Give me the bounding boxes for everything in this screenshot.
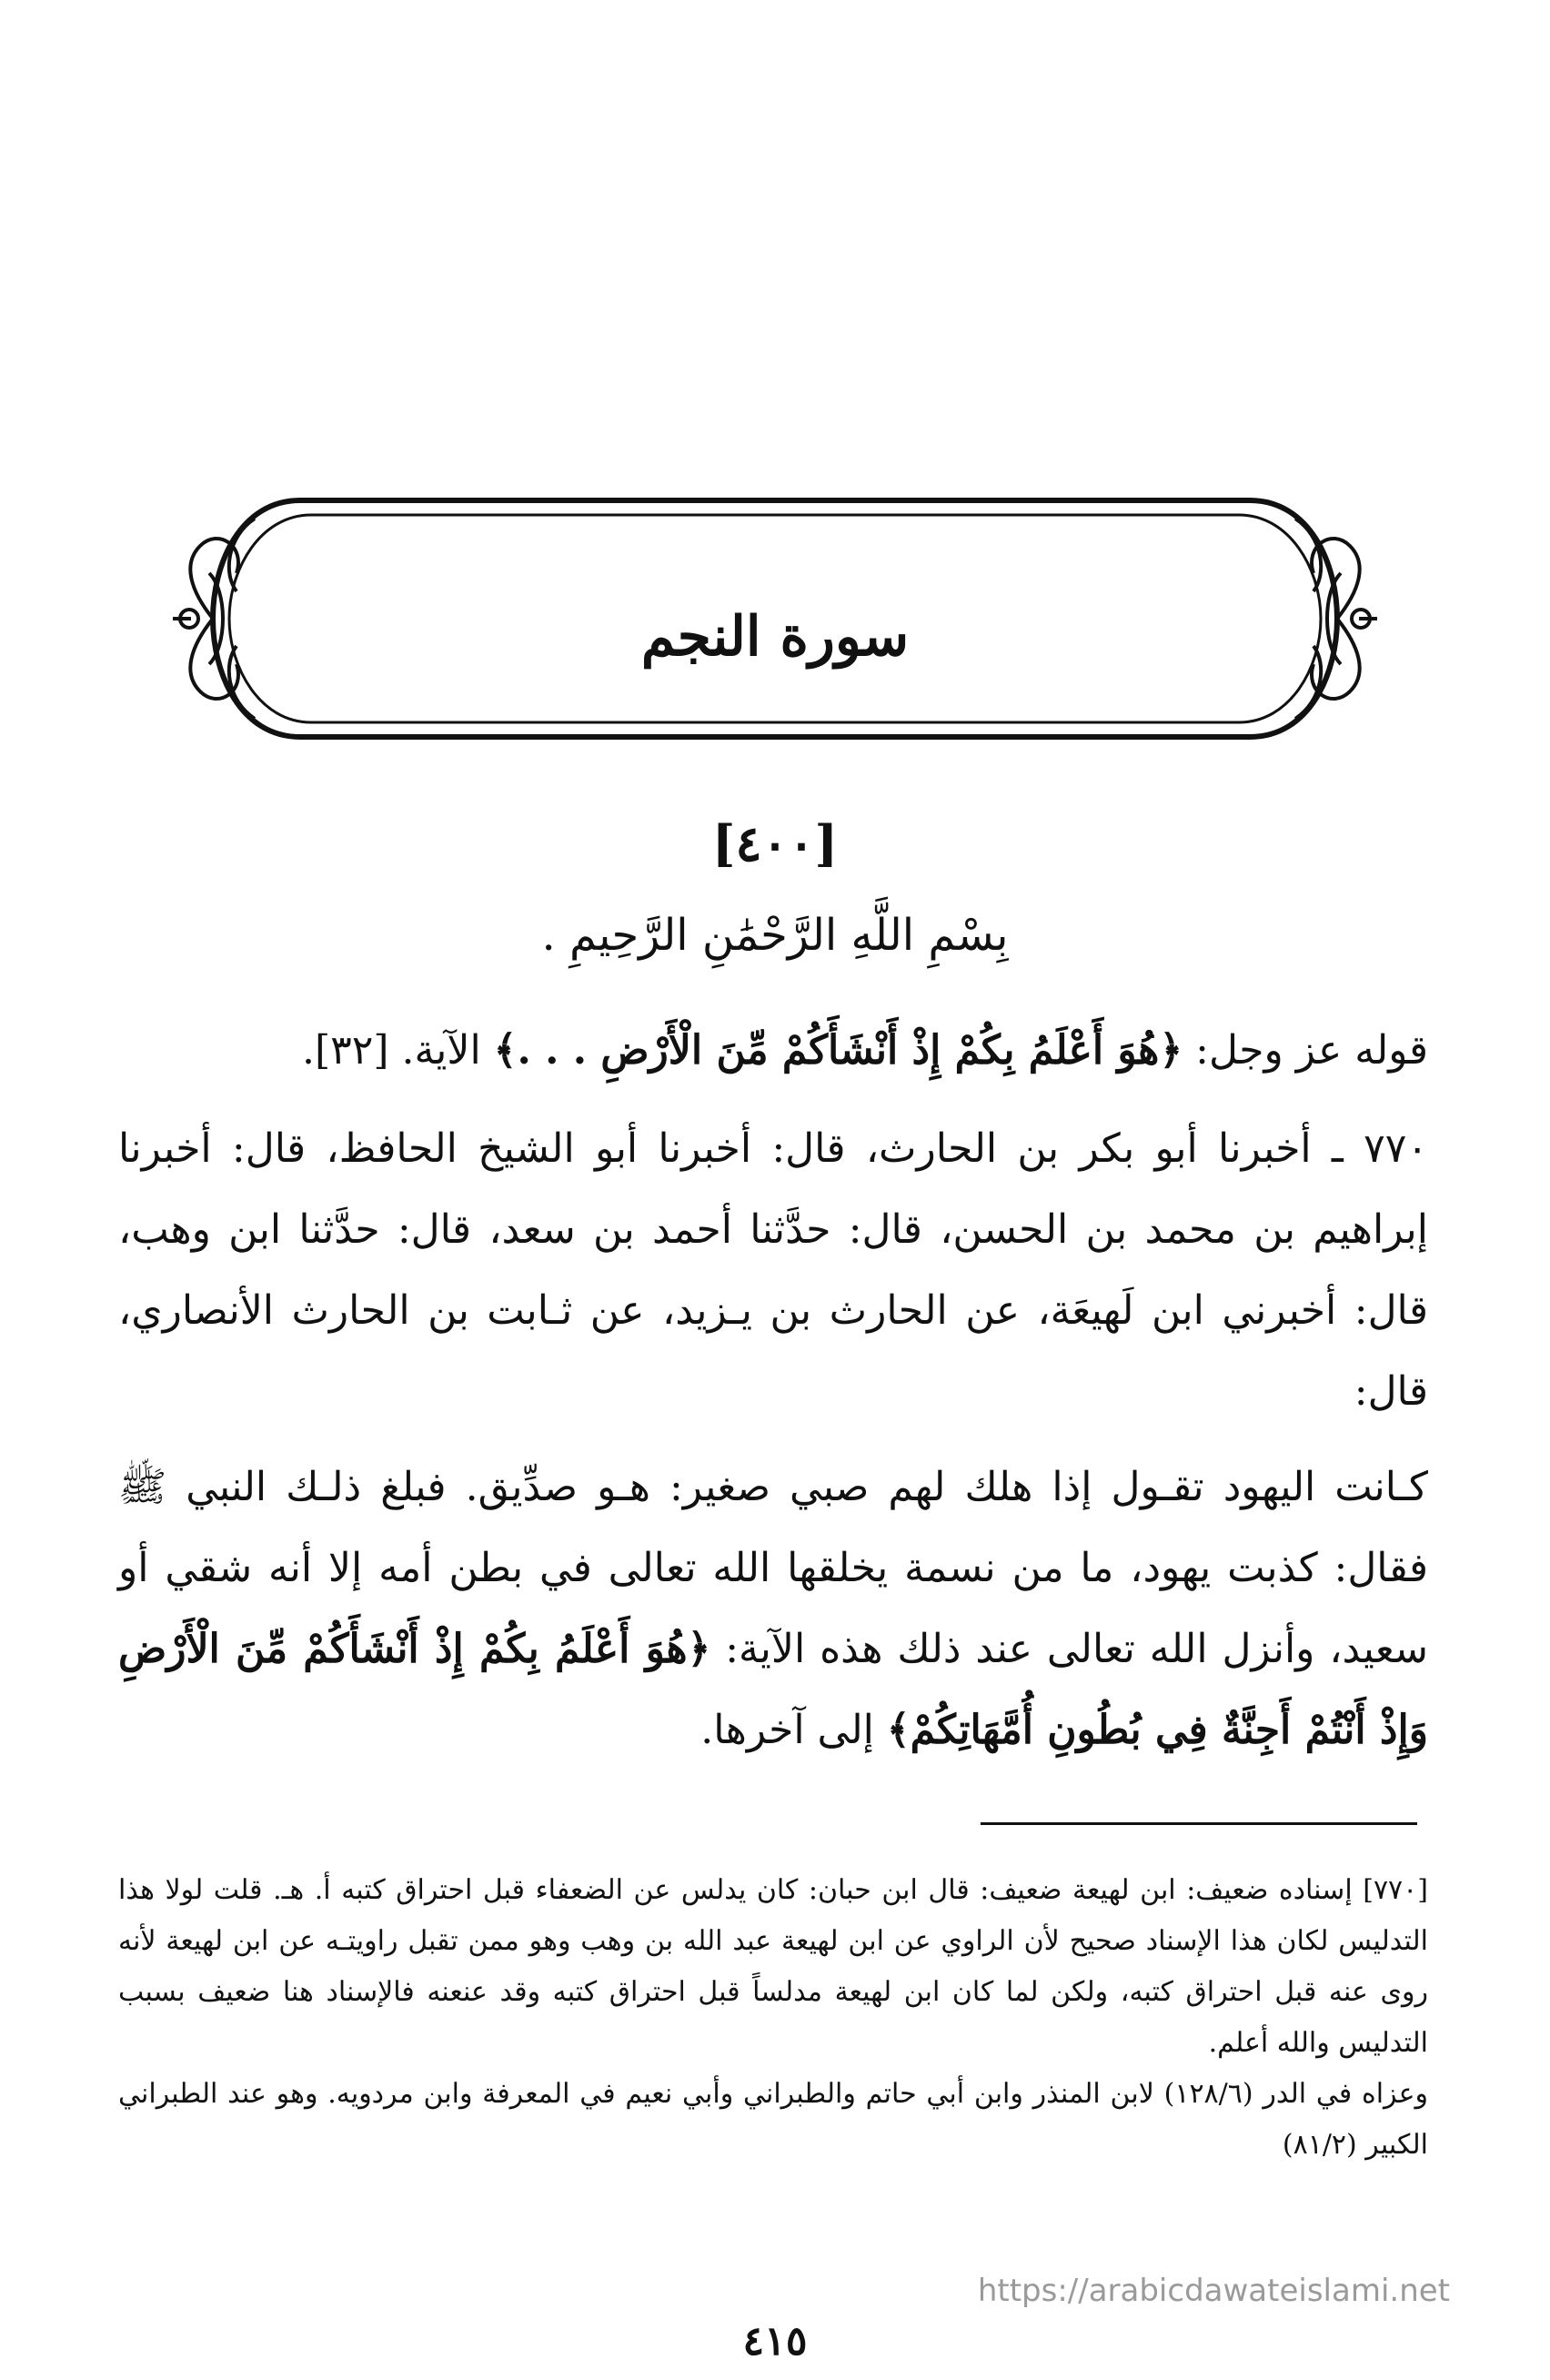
verse-intro: قوله عز وجل:: [1183, 1027, 1428, 1074]
surah-title-cartouche: [173, 482, 1377, 755]
matn-quran-quote: ﴿هُوَ أَعْلَمُ بِكُمْ إِذْ أَنْشَأَكُمْ مِّنَ الْأَرْضِ وَإِذْ أَنْتُمْ أَجِنَّةٌ فِي بُطُونِ أُمَّهَاتِكُمْ﴾: [118, 1626, 1428, 1753]
verse-quote: ﴿هُوَ أَعْلَمُ بِكُمْ إِذْ أَنْشَأَكُمْ مِّنَ الْأَرْضِ . . .﴾: [493, 1027, 1183, 1074]
verse-reference: الآية. [٣٢].: [301, 1027, 494, 1074]
surah-title: سورة النجم: [640, 605, 910, 669]
hadith-matn: [118, 1447, 1428, 1770]
footnote-separator: [981, 1822, 1417, 1825]
bismillah: بِسْمِ اللَّهِ الرَّحْمَٰنِ الرَّحِيمِ .: [541, 910, 1009, 961]
footnotes: [118, 1865, 1428, 2171]
matn-text: كـانت اليهود تقـول إذا هلك لهم صبي صغير: هـو صدِّيق. فبلغ ذلـك النبي ﷺ فقال: كذبت يهود، ما من نسمة يخلقها الله تعالى في بطن أمه إلا أنه شقي أو سعيد، وأنزل الله تعالى عند ذلك هذه الآية:: [118, 1464, 1428, 1672]
entry-number: [٤٠٠]: [711, 814, 839, 872]
hadith-isnad: ٧٧٠ ـ أخبرنا أبو بكر بن الحارث، قال: أخبرنا أبو الشيخ الحافظ، قال: أخبرنا إبراهيم بن محمد بن الحسن، قال: حدَّثنا أحمد بن سعد، قال: حدَّثنا ابن وهب، قال: أخبرني ابن لَهيعَة، عن الحارث بن يـزيد، عن ثـابت بن الحارث الأنصاري، قال:: [118, 1125, 1428, 1415]
watermark: https://arabicdawateislami.net: [977, 2273, 1450, 2309]
page-number: ٤١٥: [742, 2318, 808, 2365]
verse-line: [118, 1010, 1428, 1091]
matn-end: إلى آخرها.: [700, 1707, 887, 1753]
footnote-1: [٧٧٠] إسناده ضعيف: ابن لهيعة ضعيف: قال ابن حبان: كان يدلس عن الضعفاء قبل احتراق كتبه أ. هـ. قلت لولا هذا التدليس لكان هذا الإسناد صحيح لأن الراوي عن ابن لهيعة عبد الله بن وهب وهو ممن تقبل راويتـه عن ابن لهيعة لأنه روى عنه قبل احتراق كتبه، ولكن لما كان ابن لهيعة مدلساً قبل احتراق كتبه وقد عنعنه فالإسناد هنا ضعيف بسبب التدليس والله أعلم.: [118, 1874, 1428, 2059]
footnote-2: وعزاه في الدر (١٢٨/٦) لابن المنذر وابن أبي حاتم والطبراني وأبي نعيم في المعرفة وابن مردويه. وهو عند الطبراني الكبير (٨١/٢): [118, 2078, 1428, 2161]
